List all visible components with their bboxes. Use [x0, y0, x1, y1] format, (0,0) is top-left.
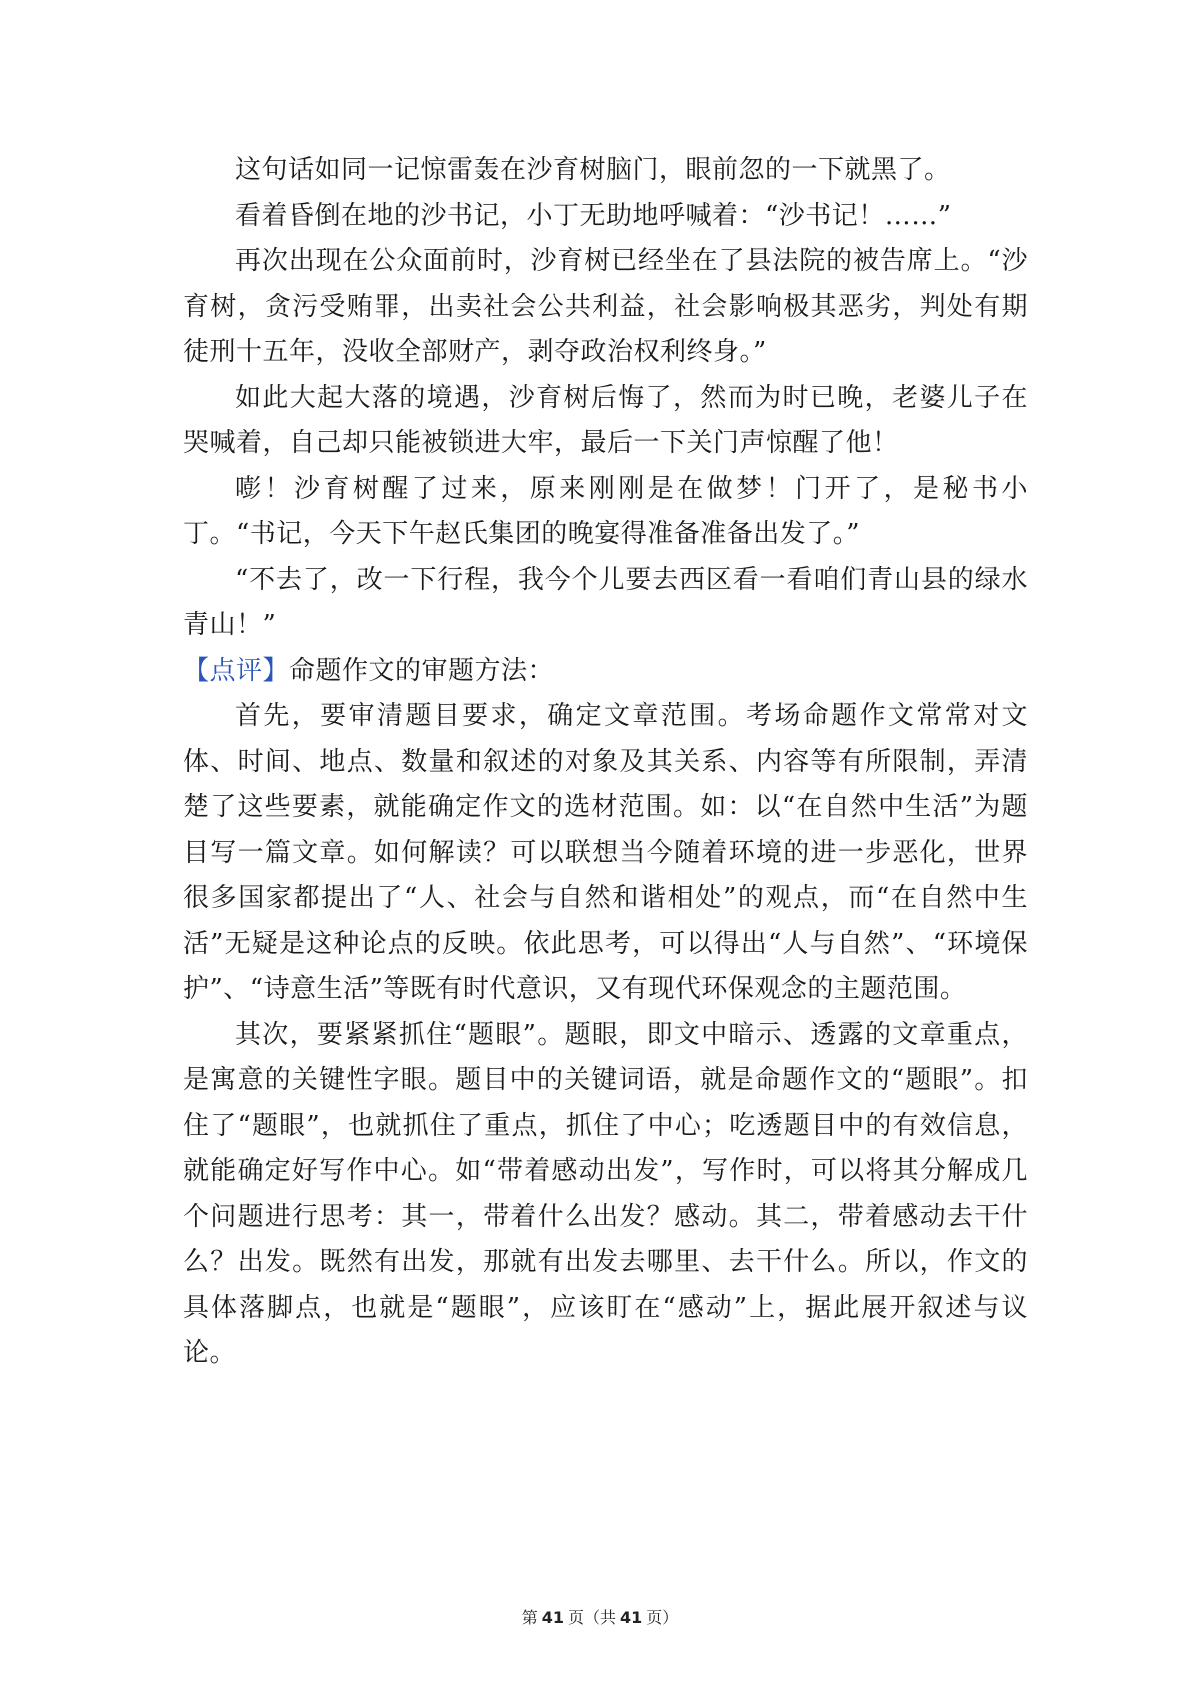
- footer-middle: 页（共: [567, 1608, 616, 1627]
- story-paragraph: 如此大起大落的境遇，沙育树后悔了，然而为时已晚，老婆儿子在哭喊着，自己却只能被锁进大牢，最后一下关门声惊醒了他！: [183, 382, 1028, 458]
- total-pages: 41: [620, 1608, 643, 1627]
- page-number: 41: [541, 1608, 564, 1627]
- footer-suffix: 页）: [646, 1608, 679, 1627]
- page-footer: [0, 1606, 1200, 1630]
- review-tag: 【点评】: [183, 655, 290, 686]
- document-body: [183, 148, 1028, 1377]
- story-paragraph: “不去了，改一下行程，我今个儿要去西区看一看咱们青山县的绿水青山！”: [183, 564, 1028, 640]
- story-paragraph: 看着昏倒在地的沙书记，小丁无助地呼喊着：“沙书记！……”: [235, 200, 952, 231]
- analysis-paragraph: 首先，要审清题目要求，确定文章范围。考场命题作文常常对文体、时间、地点、数量和叙述的对象及其关系、内容等有所限制，弄清楚了这些要素，就能确定作文的选材范围。如：以“在自然中生活”为题目写一篇文章。如何解读？可以联想当今随着环境的进一步恶化，世界很多国家都提出了“人、社会与自然和谐相处”的观点，而“在自然中生活”无疑是这种论点的反映。依此思考，可以得出“人与自然”、“环境保护”、“诗意生活”等既有时代意识，又有现代环保观念的主题范围。: [183, 701, 1028, 1004]
- footer-prefix: 第: [521, 1608, 538, 1627]
- review-heading: [183, 649, 1028, 695]
- story-paragraph: 再次出现在公众面前时，沙育树已经坐在了县法院的被告席上。“沙育树，贪污受贿罪，出卖社会公共利益，社会影响极其恶劣，判处有期徒刑十五年，没收全部财产，剥夺政治权利终身。”: [183, 246, 1028, 367]
- story-paragraph: 这句话如同一记惊雷轰在沙育树脑门，眼前忽的一下就黑了。: [235, 155, 951, 185]
- review-heading-text: 命题作文的审题方法：: [289, 655, 555, 686]
- analysis-paragraph: 其次，要紧紧抓住“题眼”。题眼，即文中暗示、透露的文章重点，是寓意的关键性字眼。题目中的关键词语，就是命题作文的“题眼”。扣住了“题眼”，也就抓住了重点，抓住了中心；吃透题目中的有效信息，就能确定好写作中心。如“带着感动出发”，写作时，可以将其分解成几个问题进行思考：其一，带着什么出发？感动。其二，带着感动去干什么？出发。既然有出发，那就有出发去哪里、去干什么。所以，作文的具体落脚点，也就是“题眼”，应该盯在“感动”上，据此展开叙述与议论。: [183, 1019, 1028, 1368]
- story-paragraph: 嘭！沙育树醒了过来，原来刚刚是在做梦！门开了，是秘书小丁。“书记，今天下午赵氏集团的晚宴得准备准备出发了。”: [183, 473, 1028, 549]
